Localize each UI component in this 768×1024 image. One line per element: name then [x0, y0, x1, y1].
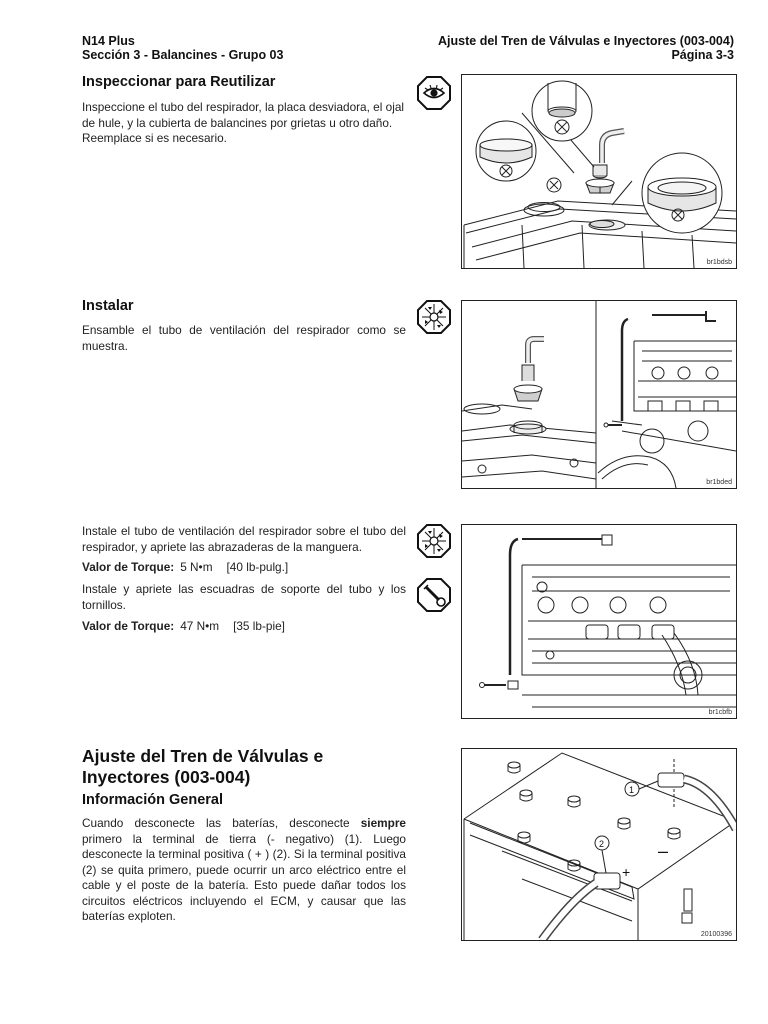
inspect-text: Inspeccione el tubo del respirador, la placa desviadora, el ojal de hule, y la cubierta de balancines por grietas u otro daño. Reemplace si es necesario. — [82, 100, 404, 145]
battery-terminals-drawing — [462, 749, 736, 940]
torque-metric: 47 N•m — [180, 619, 220, 633]
callout-2: 2 — [599, 839, 605, 849]
running-header-right — [438, 34, 734, 62]
plus-sign: + — [622, 864, 631, 880]
section-name: Sección 3 - Balancines - Grupo 03 — [82, 48, 284, 62]
adjust-heading: Ajuste del Tren de Válvulas e Inyectores (003-004) — [82, 746, 324, 787]
torque-imperial: [35 lb-pie] — [233, 619, 285, 633]
figure-inspect — [461, 74, 737, 269]
running-header-left — [82, 34, 283, 62]
install-bracket-text: Instale y apriete las escuadras de soporte del tubo y los tornillos. — [82, 582, 406, 612]
torque-value-2 — [82, 619, 285, 633]
torque-wrench-icon — [417, 578, 451, 612]
figure-code: 20100396 — [700, 931, 732, 938]
general-info-heading: Información General — [82, 792, 224, 808]
emphasis-always: siempre — [360, 816, 406, 830]
minus-sign: – — [658, 841, 669, 861]
product-name: N14 Plus — [82, 34, 135, 48]
figure-code: br1bdsb — [706, 259, 732, 266]
assembly-icon — [417, 300, 451, 334]
figure-battery — [461, 748, 737, 941]
figure-code: br1bded — [706, 479, 732, 486]
breather-tube-installed-drawing — [462, 525, 736, 718]
breather-assembly-drawing — [462, 301, 736, 488]
torque-label: Valor de Torque: — [82, 619, 175, 633]
torque-imperial: [40 lb-pulg.] — [226, 560, 289, 574]
assembly-icon — [417, 524, 451, 558]
procedure-name: Ajuste del Tren de Válvulas e Inyectores (003-004) — [438, 34, 734, 48]
torque-value-1 — [82, 560, 288, 574]
install-tube-text: Instale el tubo de ventilación del respirador sobre el tubo del respirador, y apriete las abrazaderas de la manguera. — [82, 524, 406, 554]
page-number: Página 3-3 — [671, 48, 734, 62]
install-text: Ensamble el tubo de ventilación del respirador como se muestra. — [82, 323, 406, 353]
eye-icon — [417, 76, 451, 110]
figure-tighten — [461, 524, 737, 719]
callout-1: 1 — [629, 785, 635, 795]
battery-warning-text: Cuando desconecte las baterías, desconecte siempre primero la terminal de tierra (- negativo) (1). Luego desconecte la terminal positiva ( + ) (2). Si la terminal positiva (2) se quita primero, puede ocurrir un arco eléctrico entre el cable y el poste de la batería. Esto puede dañar todos los circuitos eléctricos incluyendo el ECM, y causar que las baterías exploten. — [82, 816, 406, 923]
figure-install — [461, 300, 737, 489]
install-heading: Instalar — [82, 298, 134, 314]
inspect-heading: Inspeccionar para Reutilizar — [82, 74, 276, 90]
torque-metric: 5 N•m — [180, 560, 213, 574]
figure-code: br1cbfb — [708, 709, 732, 716]
torque-label: Valor de Torque: — [82, 560, 175, 574]
breather-inspection-drawing — [462, 75, 736, 268]
